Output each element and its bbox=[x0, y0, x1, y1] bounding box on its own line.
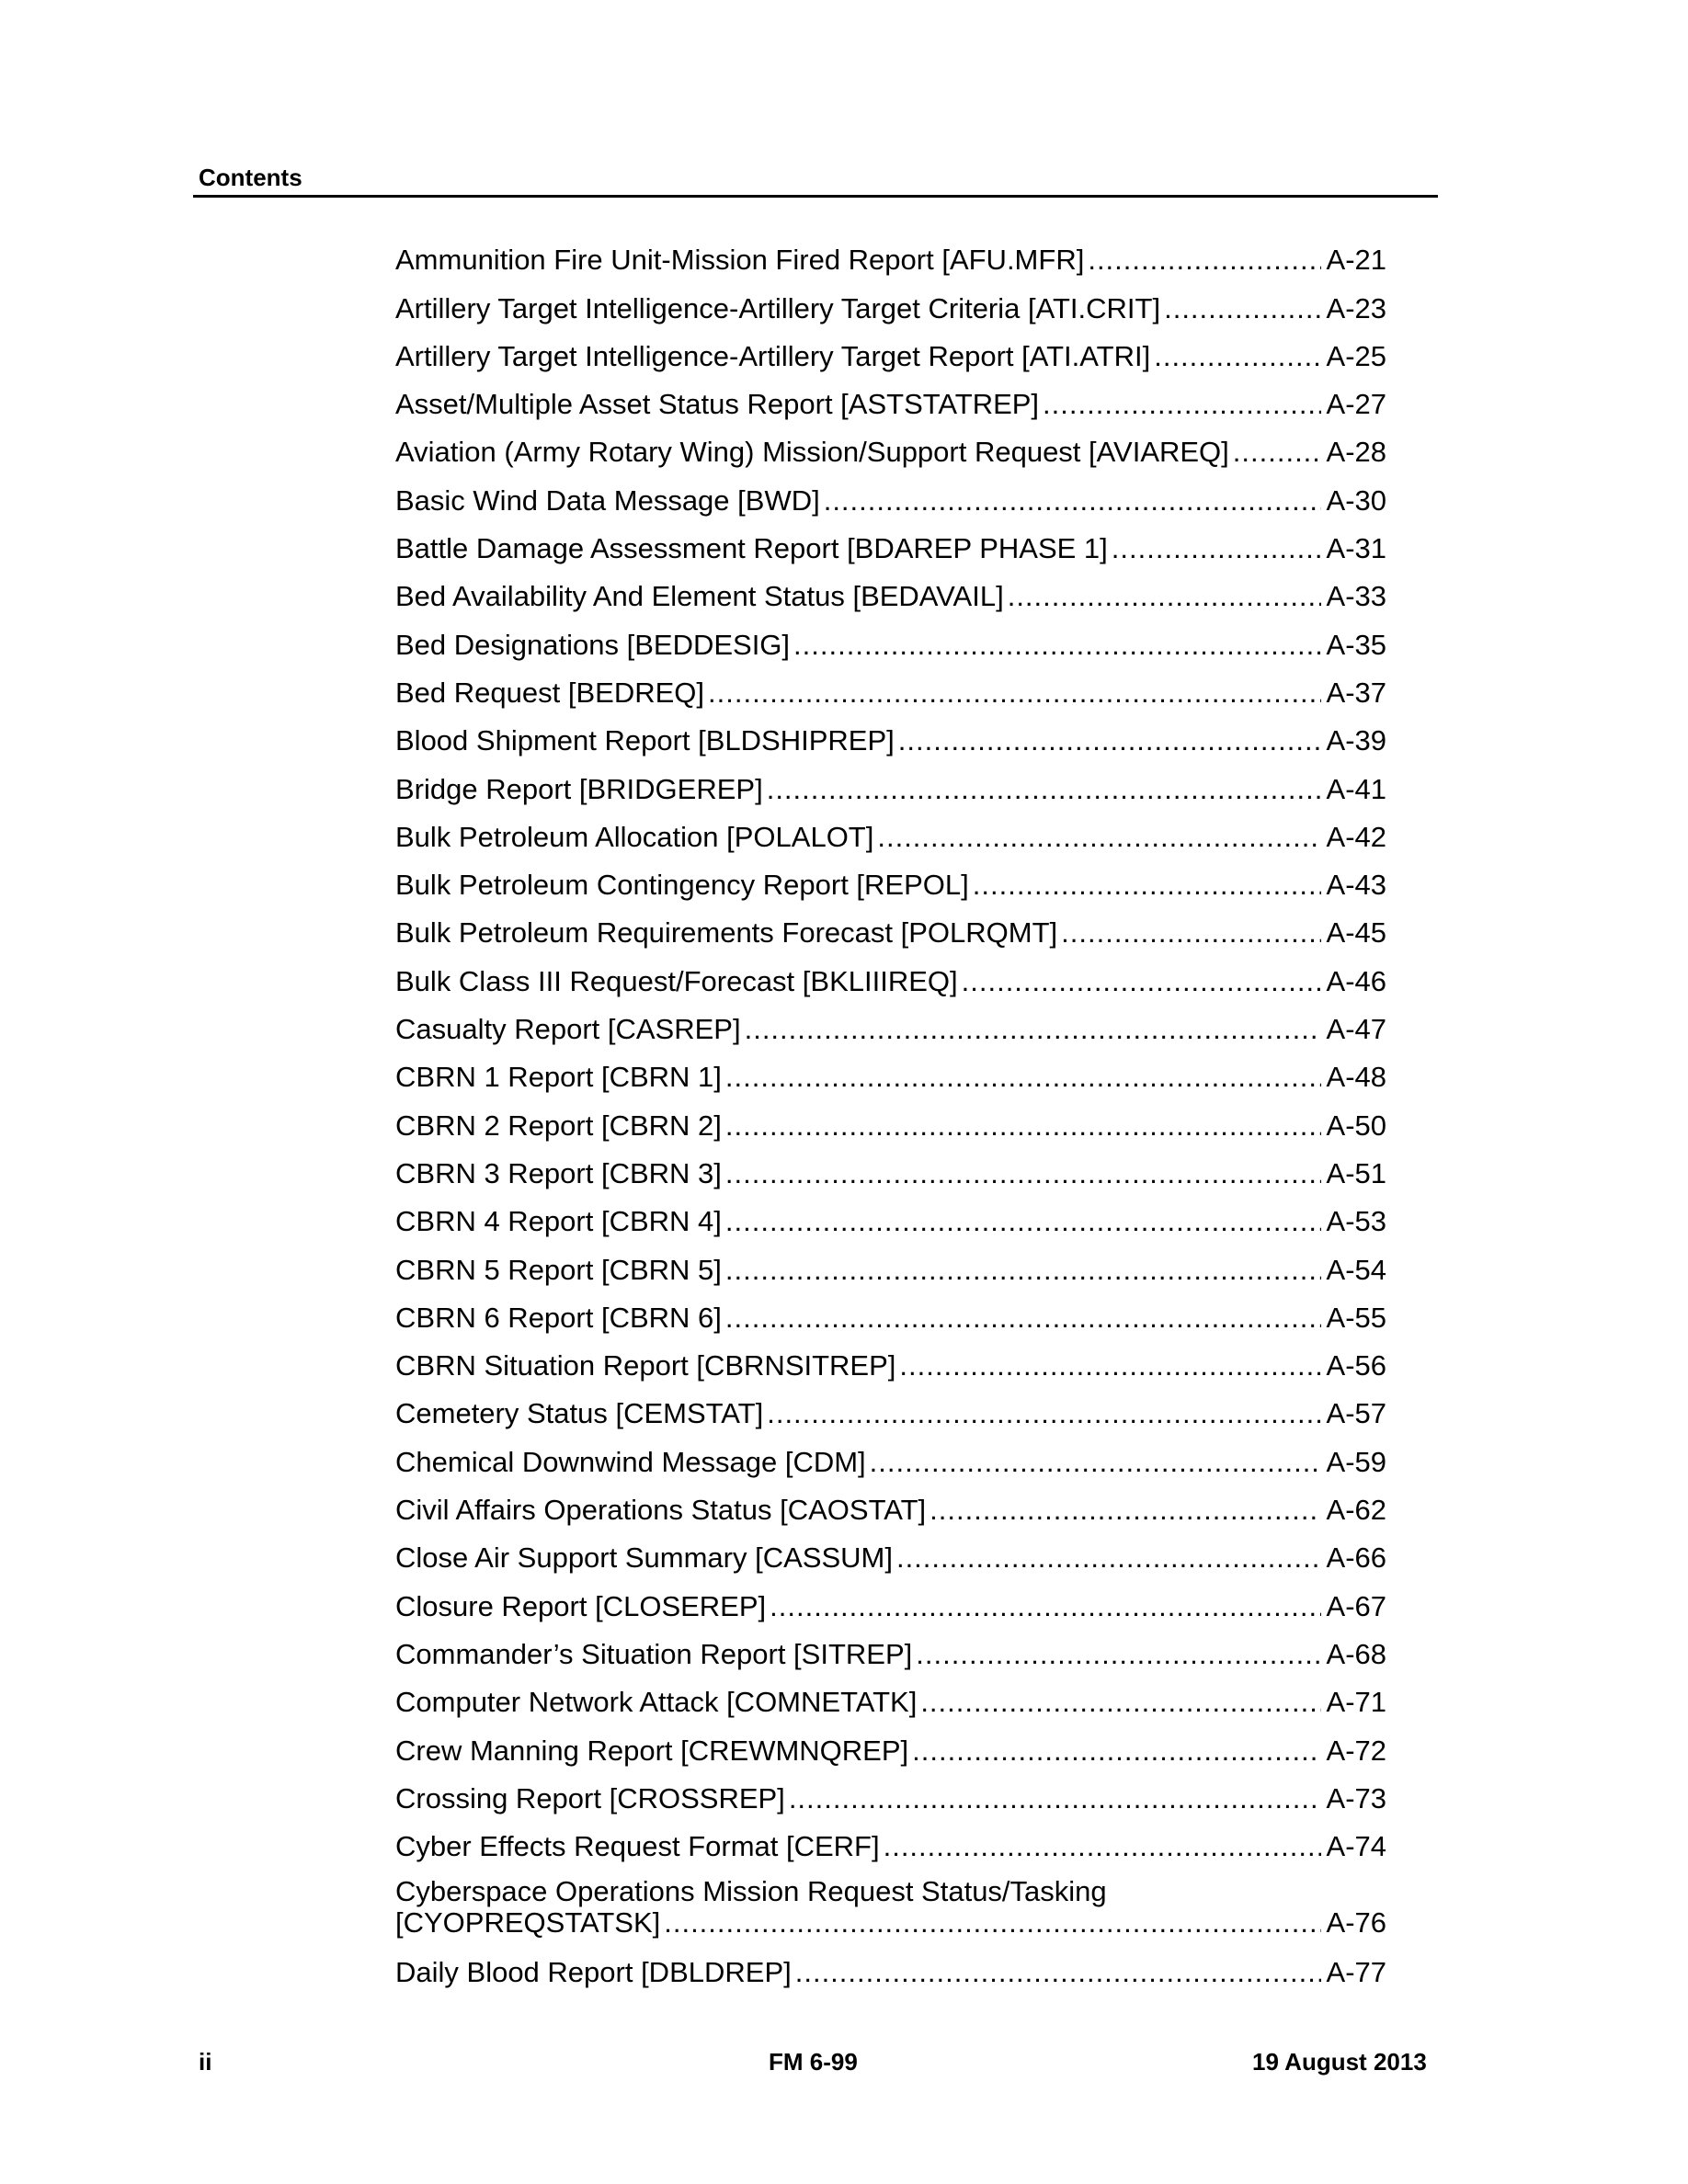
toc-entry-page: A-57 bbox=[1326, 1397, 1386, 1430]
toc-entry-title-line2: [CYOPREQSTATSK] bbox=[395, 1906, 661, 1939]
toc-entry[interactable] bbox=[395, 853, 1386, 901]
toc-entry-title: CBRN 4 Report [CBRN 4] bbox=[395, 1205, 722, 1238]
toc-leader bbox=[1154, 341, 1320, 372]
toc-leader bbox=[824, 485, 1321, 517]
toc-leader bbox=[912, 1735, 1320, 1767]
toc-entry[interactable] bbox=[395, 1429, 1386, 1477]
toc-entry[interactable] bbox=[395, 1718, 1386, 1766]
toc-entry-title: Battle Damage Assessment Report [BDAREP PHASE 1] bbox=[395, 532, 1108, 565]
toc-leader bbox=[795, 1957, 1321, 1988]
section-header: Contents bbox=[199, 164, 302, 191]
toc-leader bbox=[916, 1639, 1320, 1670]
toc-entry-page: A-47 bbox=[1326, 1013, 1386, 1046]
toc-entry-page: A-62 bbox=[1326, 1494, 1386, 1527]
toc-leader bbox=[899, 1350, 1320, 1382]
toc-entry[interactable] bbox=[395, 901, 1386, 949]
toc-entry[interactable] bbox=[395, 1142, 1386, 1189]
toc-entry[interactable] bbox=[395, 1767, 1386, 1814]
toc-entry-title: Cemetery Status [CEMSTAT] bbox=[395, 1397, 764, 1430]
toc-entry-page: A-73 bbox=[1326, 1781, 1386, 1814]
toc-entry[interactable] bbox=[395, 1382, 1386, 1429]
toc-entry[interactable] bbox=[395, 1940, 1386, 1988]
toc-entry-title: Daily Blood Report [DBLDREP] bbox=[395, 1956, 792, 1989]
toc-entry-title: CBRN Situation Report [CBRNSITREP] bbox=[395, 1349, 896, 1382]
toc-entry-page: A-35 bbox=[1326, 628, 1386, 661]
toc-entry[interactable] bbox=[395, 1670, 1386, 1718]
toc-entry-title: Bulk Class III Request/Forecast [BKLIIIREQ] bbox=[395, 964, 958, 997]
toc-entry-title: Blood Shipment Report [BLDSHIPREP] bbox=[395, 724, 895, 757]
toc-leader bbox=[870, 1447, 1321, 1478]
toc-entry[interactable] bbox=[395, 997, 1386, 1045]
toc-leader bbox=[725, 1302, 1321, 1334]
toc-entry-page: A-54 bbox=[1326, 1253, 1386, 1286]
toc-entry[interactable] bbox=[395, 372, 1386, 420]
toc-entry-page: A-33 bbox=[1326, 580, 1386, 613]
toc-entry-title: Closure Report [CLOSEREP] bbox=[395, 1589, 767, 1622]
toc-leader bbox=[793, 630, 1320, 661]
toc-entry[interactable] bbox=[395, 228, 1386, 276]
toc-entry[interactable] bbox=[395, 1045, 1386, 1093]
toc-entry-title: CBRN 5 Report [CBRN 5] bbox=[395, 1253, 722, 1286]
toc-entry-page: A-66 bbox=[1326, 1541, 1386, 1575]
toc-entry-title: CBRN 2 Report [CBRN 2] bbox=[395, 1109, 722, 1142]
toc-leader bbox=[725, 1110, 1321, 1142]
toc-leader bbox=[664, 1907, 1320, 1939]
footer-publication: FM 6-99 bbox=[769, 2048, 858, 2076]
toc-list bbox=[395, 228, 1386, 1988]
header-rule bbox=[193, 195, 1438, 198]
toc-entry-title: Aviation (Army Rotary Wing) Mission/Support Request [AVIAREQ] bbox=[395, 436, 1229, 469]
toc-entry[interactable] bbox=[395, 612, 1386, 660]
toc-entry-title: Close Air Support Summary [CASSUM] bbox=[395, 1541, 893, 1575]
toc-leader bbox=[1061, 917, 1320, 949]
toc-entry-title: Crew Manning Report [CREWMNQREP] bbox=[395, 1734, 909, 1767]
footer-date: 19 August 2013 bbox=[1252, 2048, 1427, 2076]
toc-leader bbox=[896, 1542, 1321, 1574]
toc-entry-title: Commander’s Situation Report [SITREP] bbox=[395, 1637, 913, 1670]
toc-leader bbox=[962, 966, 1321, 997]
toc-entry-title: Bed Request [BEDREQ] bbox=[395, 676, 704, 709]
toc-entry-title: Cyber Effects Request Format [CERF] bbox=[395, 1830, 880, 1863]
toc-entry[interactable] bbox=[395, 661, 1386, 709]
toc-entry-title-line1: Cyberspace Operations Mission Request Status/Tasking bbox=[395, 1875, 1107, 1908]
toc-entry-page: A-37 bbox=[1326, 676, 1386, 709]
toc-entry-page: A-39 bbox=[1326, 724, 1386, 757]
toc-entry-page: A-55 bbox=[1326, 1301, 1386, 1334]
toc-entry-page: A-42 bbox=[1326, 820, 1386, 853]
toc-entry-title: CBRN 3 Report [CBRN 3] bbox=[395, 1156, 722, 1189]
toc-entry[interactable] bbox=[395, 1526, 1386, 1574]
toc-leader bbox=[1088, 245, 1320, 276]
toc-entry-page: A-72 bbox=[1326, 1734, 1386, 1767]
toc-entry-page: A-25 bbox=[1326, 339, 1386, 372]
toc-entry-title: Civil Affairs Operations Status [CAOSTAT] bbox=[395, 1494, 927, 1527]
toc-entry-title: Bridge Report [BRIDGEREP] bbox=[395, 772, 763, 805]
toc-entry-title: Bed Availability And Element Status [BEDAVAIL] bbox=[395, 580, 1004, 613]
toc-entry-page: A-59 bbox=[1326, 1445, 1386, 1478]
toc-entry[interactable] bbox=[395, 1814, 1386, 1862]
toc-entry-title: CBRN 6 Report [CBRN 6] bbox=[395, 1301, 722, 1334]
toc-entry-two-line[interactable] bbox=[395, 1862, 1386, 1940]
toc-entry[interactable] bbox=[395, 1334, 1386, 1382]
toc-entry-title: Casualty Report [CASREP] bbox=[395, 1013, 741, 1046]
toc-entry-page: A-21 bbox=[1326, 244, 1386, 277]
toc-entry[interactable] bbox=[395, 468, 1386, 516]
toc-leader bbox=[725, 1206, 1321, 1237]
toc-entry-title: Asset/Multiple Asset Status Report [ASTSTATREP] bbox=[395, 388, 1040, 421]
toc-entry[interactable] bbox=[395, 709, 1386, 756]
toc-entry-title: Computer Network Attack [COMNETATK] bbox=[395, 1686, 918, 1719]
toc-entry-title: Bulk Petroleum Requirements Forecast [POLRQMT] bbox=[395, 916, 1058, 950]
toc-leader bbox=[1112, 533, 1321, 564]
toc-entry-title: Crossing Report [CROSSREP] bbox=[395, 1781, 785, 1814]
toc-leader bbox=[930, 1495, 1320, 1526]
toc-entry-page: A-27 bbox=[1326, 388, 1386, 421]
toc-entry-page: A-68 bbox=[1326, 1637, 1386, 1670]
toc-entry[interactable] bbox=[395, 1237, 1386, 1285]
toc-entry[interactable] bbox=[395, 1478, 1386, 1526]
toc-leader bbox=[767, 1398, 1320, 1429]
toc-entry[interactable] bbox=[395, 949, 1386, 996]
toc-leader bbox=[725, 1158, 1321, 1189]
toc-entry-page: A-45 bbox=[1326, 916, 1386, 950]
toc-entry-page: A-67 bbox=[1326, 1589, 1386, 1622]
toc-entry[interactable] bbox=[395, 1574, 1386, 1621]
toc-entry-page: A-31 bbox=[1326, 532, 1386, 565]
toc-entry[interactable] bbox=[395, 1093, 1386, 1141]
toc-entry-title: Bulk Petroleum Allocation [POLALOT] bbox=[395, 820, 874, 853]
toc-entry[interactable] bbox=[395, 276, 1386, 324]
toc-leader bbox=[1043, 389, 1320, 420]
toc-entry[interactable] bbox=[395, 1286, 1386, 1334]
toc-leader bbox=[708, 677, 1321, 709]
toc-leader bbox=[1233, 437, 1321, 468]
toc-entry-page: A-30 bbox=[1326, 483, 1386, 517]
toc-entry-title: Chemical Downwind Message [CDM] bbox=[395, 1445, 866, 1478]
footer-page-number: ii bbox=[199, 2048, 212, 2076]
toc-entry-page: A-76 bbox=[1326, 1906, 1386, 1939]
toc-entry-page: A-71 bbox=[1326, 1686, 1386, 1719]
toc-entry-line2 bbox=[395, 1907, 1386, 1939]
toc-entry-page: A-43 bbox=[1326, 869, 1386, 902]
toc-entry-page: A-53 bbox=[1326, 1205, 1386, 1238]
toc-entry[interactable] bbox=[395, 564, 1386, 612]
toc-entry-page: A-74 bbox=[1326, 1830, 1386, 1863]
toc-leader bbox=[877, 822, 1320, 853]
toc-leader bbox=[770, 1591, 1320, 1622]
toc-entry[interactable] bbox=[395, 517, 1386, 564]
toc-leader bbox=[789, 1783, 1321, 1814]
toc-entry[interactable] bbox=[395, 324, 1386, 372]
toc-entry[interactable] bbox=[395, 805, 1386, 853]
toc-entry-page: A-56 bbox=[1326, 1349, 1386, 1382]
toc-leader bbox=[725, 1255, 1321, 1286]
toc-entry-title: Artillery Target Intelligence-Artillery Target Criteria [ATI.CRIT] bbox=[395, 291, 1161, 324]
toc-leader bbox=[920, 1687, 1320, 1718]
toc-entry-title: Ammunition Fire Unit-Mission Fired Report [AFU.MFR] bbox=[395, 244, 1085, 277]
toc-entry-title: CBRN 1 Report [CBRN 1] bbox=[395, 1061, 722, 1094]
toc-leader bbox=[745, 1014, 1321, 1045]
toc-leader bbox=[973, 870, 1321, 901]
toc-leader bbox=[767, 774, 1321, 805]
toc-entry-page: A-23 bbox=[1326, 291, 1386, 324]
toc-entry-page: A-51 bbox=[1326, 1156, 1386, 1189]
toc-entry-page: A-48 bbox=[1326, 1061, 1386, 1094]
toc-entry-title: Bulk Petroleum Contingency Report [REPOL] bbox=[395, 869, 969, 902]
toc-entry[interactable] bbox=[395, 756, 1386, 804]
toc-entry-title: Bed Designations [BEDDESIG] bbox=[395, 628, 791, 661]
toc-leader bbox=[884, 1831, 1321, 1862]
toc-leader bbox=[898, 725, 1321, 756]
toc-entry-page: A-41 bbox=[1326, 772, 1386, 805]
toc-entry-page: A-50 bbox=[1326, 1109, 1386, 1142]
toc-entry-title: Artillery Target Intelligence-Artillery Target Report [ATI.ATRI] bbox=[395, 339, 1151, 372]
toc-entry-page: A-46 bbox=[1326, 964, 1386, 997]
toc-entry-title: Basic Wind Data Message [BWD] bbox=[395, 483, 820, 517]
toc-leader bbox=[1008, 581, 1321, 612]
toc-entry[interactable] bbox=[395, 420, 1386, 468]
toc-leader bbox=[1164, 293, 1320, 324]
toc-leader bbox=[725, 1062, 1321, 1093]
toc-entry[interactable] bbox=[395, 1189, 1386, 1237]
toc-entry[interactable] bbox=[395, 1622, 1386, 1670]
toc-entry-page: A-77 bbox=[1326, 1956, 1386, 1989]
toc-entry-page: A-28 bbox=[1326, 436, 1386, 469]
